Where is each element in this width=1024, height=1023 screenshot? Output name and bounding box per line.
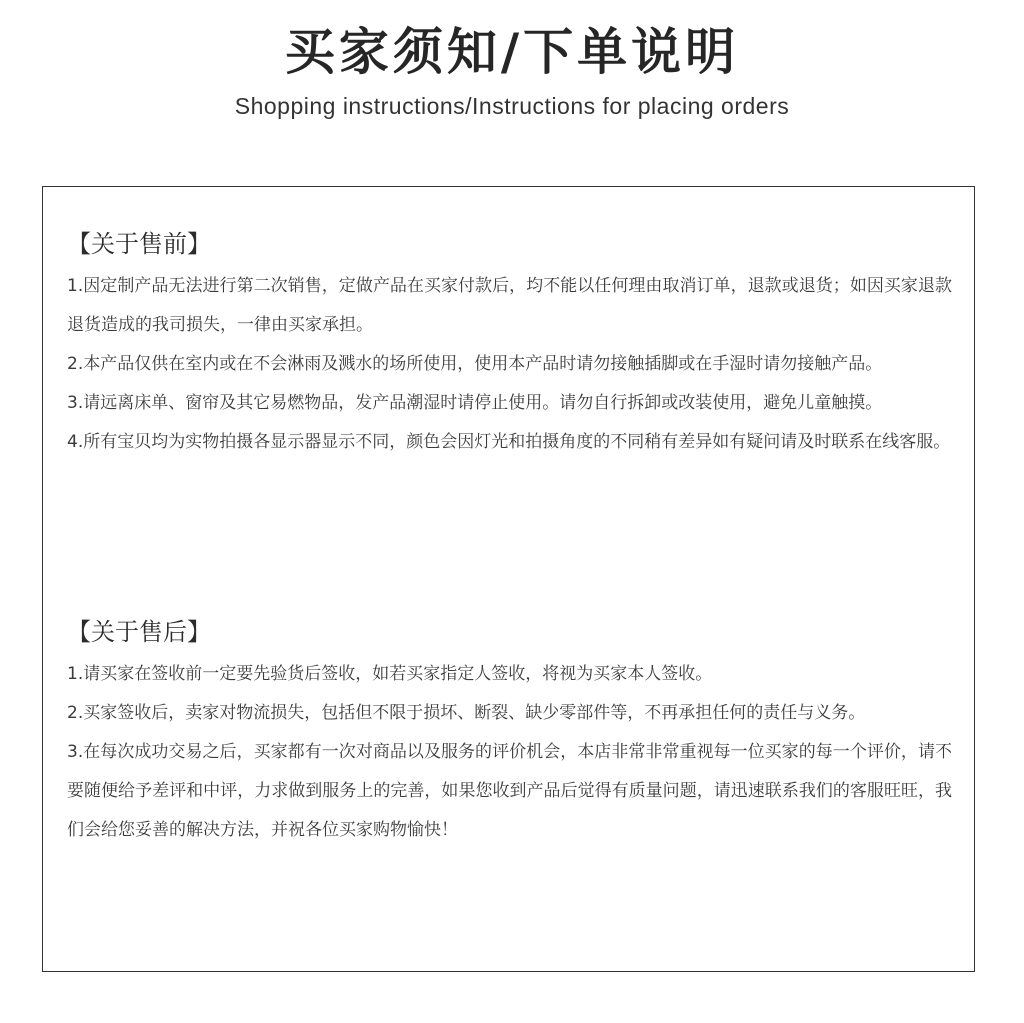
presale-item: 4.所有宝贝均为实物拍摄各显示器显示不同，颜色会因灯光和拍摄角度的不同稍有差异如有疑问请及时联系在线客服。	[67, 432, 951, 452]
presale-section	[67, 227, 952, 462]
aftersale-item: 2.买家签收后，卖家对物流损失，包括但不限于损坏、断裂、缺少零部件等，不再承担任何的责任与义务。	[67, 703, 866, 723]
page-title: 买家须知/下单说明	[284, 23, 740, 81]
presale-heading: 【关于售前】	[67, 230, 211, 258]
aftersale-section	[67, 615, 952, 850]
page-subtitle: Shopping instructions/Instructions for placing orders	[234, 93, 790, 119]
notice-box	[42, 186, 975, 972]
aftersale-item: 1.请买家在签收前一定要先验货后签收，如若买家指定人签收，将视为买家本人签收。	[67, 664, 713, 684]
presale-item: 1.因定制产品无法进行第二次销售，定做产品在买家付款后，均不能以任何理由取消订单，退款或退货；如因买家退款退货造成的我司损失，一律由买家承担。	[67, 276, 952, 335]
presale-item: 3.请远离床单、窗帘及其它易燃物品，发产品潮湿时请停止使用。请勿自行拆卸或改装使用，避免儿童触摸。	[67, 393, 883, 413]
aftersale-heading: 【关于售后】	[67, 618, 211, 646]
presale-item: 2.本产品仅供在室内或在不会淋雨及溅水的场所使用，使用本产品时请勿接触插脚或在手湿时请勿接触产品。	[67, 354, 883, 374]
aftersale-item: 3.在每次成功交易之后，买家都有一次对商品以及服务的评价机会，本店非常非常重视每一位买家的每一个评价，请不要随便给予差评和中评，力求做到服务上的完善，如果您收到产品后觉得有质量问题，请迅速联系我们的客服旺旺，我们会给您妥善的解决方法，并祝各位买家购物愉快！	[67, 742, 952, 840]
